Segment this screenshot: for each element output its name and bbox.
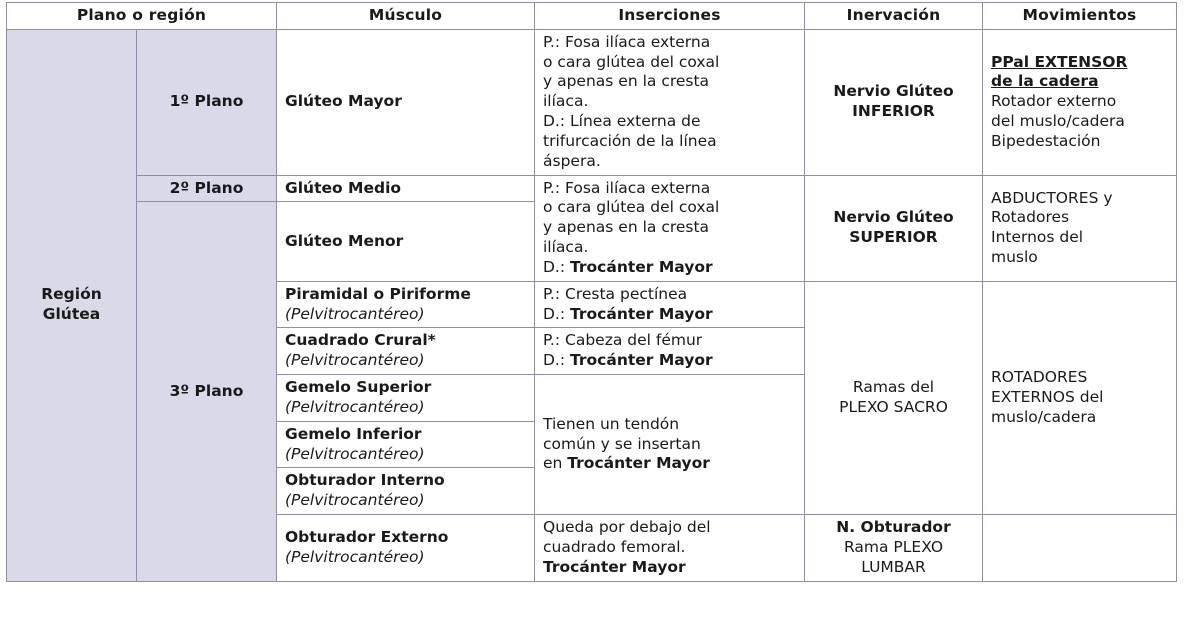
anatomy-table [6,2,1177,582]
muscle-name: Cuadrado Crural* [285,331,436,350]
insertion-line: trifurcación de la línea [543,131,717,150]
muscle-name: Glúteo Mayor [285,92,402,111]
cell-insertion-tendon-comun [535,375,805,515]
cell-plano-2: 2º Plano [137,175,277,202]
insertion-line: P.: Fosa ilíaca externa [543,32,711,51]
nerve-line: Nervio Glúteo [833,208,954,227]
insertion-line: áspera. [543,151,601,170]
insertion-distal-line [543,351,796,371]
cell-nerve-obturador [805,515,983,581]
insertion-line: ilíaca. [543,92,589,111]
movement-line: Internos del [991,228,1084,247]
insertion-distal-value: Trocánter Mayor [570,304,713,323]
muscle-subtitle: (Pelvitrocantéreo) [285,351,425,370]
insertion-line: y apenas en la cresta [543,218,710,237]
nerve-line: Nervio Glúteo [833,82,954,101]
muscle-name: Obturador Externo [285,527,449,546]
muscle-subtitle: (Pelvitrocantéreo) [285,304,425,323]
movement-line: muslo/cadera [991,407,1097,426]
nerve-line: PLEXO SACRO [839,397,948,416]
cell-insertion-cuadrado-crural [535,328,805,375]
cell-insertion-gluteo-mayor [535,29,805,175]
insertion-line: y apenas en la cresta [543,72,710,91]
cell-plano-3: 3º Plano [137,202,277,581]
insertion-distal-line [543,558,796,578]
insertion-line: P.: Cresta pectínea [543,284,688,303]
cell-muscle-piramidal [277,281,535,328]
movement-line: EXTERNOS del [991,387,1104,406]
muscle-name: Gemelo Inferior [285,424,422,443]
movement-emphasis-line: de la cadera [991,72,1099,91]
region-label-line1: Región [41,285,102,304]
cell-movements-rotadores-externos [983,281,1177,514]
header-inervacion: Inervación [805,3,983,30]
cell-movements-abductores [983,175,1177,281]
cell-nerve-plexo-sacro [805,281,983,514]
insertion-line: o cara glútea del coxal [543,198,720,217]
muscle-name: Glúteo Medio [285,178,402,197]
cell-muscle-gemelo-inferior [277,421,535,468]
nerve-line: Ramas del [852,378,935,397]
insertion-distal-value: Trocánter Mayor [570,351,713,370]
cell-muscle-gluteo-medio [277,175,535,202]
cell-muscle-obturador-externo [277,515,535,581]
nerve-line: N. Obturador [836,518,951,537]
insertion-distal-line [543,305,796,325]
insertion-distal-label: D.: [543,257,571,276]
movement-line: ABDUCTORES y [991,188,1113,207]
muscle-subtitle: (Pelvitrocantéreo) [285,444,425,463]
cell-muscle-gemelo-superior [277,375,535,422]
insertion-line: cuadrado femoral. [543,537,686,556]
cell-muscle-obturador-interno [277,468,535,515]
movement-line: Bipedestación [991,131,1101,150]
insertion-distal-label: en [543,454,568,473]
header-movimientos: Movimientos [983,3,1177,30]
table-row [7,29,1177,175]
insertion-line: Queda por debajo del [543,518,711,537]
movement-line: Rotadores [991,208,1070,227]
header-musculo: Músculo [277,3,535,30]
cell-muscle-gluteo-mayor [277,29,535,175]
header-row [7,3,1177,30]
cell-nerve-gluteo-superior [805,175,983,281]
movement-emphasis-line: PPal EXTENSOR [991,52,1128,71]
cell-insertion-gluteo-medio-menor [535,175,805,281]
insertion-line: P.: Fosa ilíaca externa [543,178,711,197]
insertion-distal-value: Trocánter Mayor [567,454,710,473]
muscle-name: Piramidal o Piriforme [285,284,471,303]
cell-plano-1: 1º Plano [137,29,277,175]
insertion-line: Tienen un tendón [543,414,680,433]
movement-line: Rotador externo [991,92,1117,111]
movement-line: ROTADORES [991,368,1088,387]
cell-insertion-obturador-externo [535,515,805,581]
cell-insertion-piramidal [535,281,805,328]
muscle-subtitle: (Pelvitrocantéreo) [285,547,425,566]
insertion-distal-value: Trocánter Mayor [570,257,713,276]
nerve-line: Rama PLEXO [843,537,944,556]
table-row [7,175,1177,202]
nerve-line: INFERIOR [852,102,935,121]
insertion-line: común y se insertan [543,434,701,453]
insertion-line: o cara glútea del coxal [543,52,720,71]
cell-movements-gluteo-mayor [983,29,1177,175]
cell-movements-obturador-externo [983,515,1177,581]
cell-nerve-gluteo-inferior [805,29,983,175]
table-header [7,3,1177,30]
muscle-subtitle: (Pelvitrocantéreo) [285,491,425,510]
header-plano: Plano o región [7,3,277,30]
insertion-line: P.: Cabeza del fémur [543,331,703,350]
insertion-line: ilíaca. [543,238,589,257]
muscle-name: Obturador Interno [285,471,445,490]
cell-muscle-cuadrado-crural [277,328,535,375]
muscle-name: Glúteo Menor [285,231,404,250]
insertion-distal-line [543,258,796,278]
nerve-line: SUPERIOR [849,228,938,247]
insertion-distal-line [543,454,796,474]
region-label-line2: Glútea [42,305,101,324]
cell-muscle-gluteo-menor [277,202,535,281]
insertion-distal-label: D.: [543,351,571,370]
nerve-line: LUMBAR [861,557,926,576]
insertion-distal-value: Trocánter Mayor [543,557,686,576]
cell-region-glutea [7,29,137,581]
muscle-name: Gemelo Superior [285,378,432,397]
movement-line: muslo [991,248,1038,267]
insertion-distal-label: D.: [543,304,571,323]
muscle-subtitle: (Pelvitrocantéreo) [285,397,425,416]
table-body [7,29,1177,581]
header-inserciones: Inserciones [535,3,805,30]
movement-line: del muslo/cadera [991,112,1125,131]
insertion-line: D.: Línea externa de [543,112,701,131]
